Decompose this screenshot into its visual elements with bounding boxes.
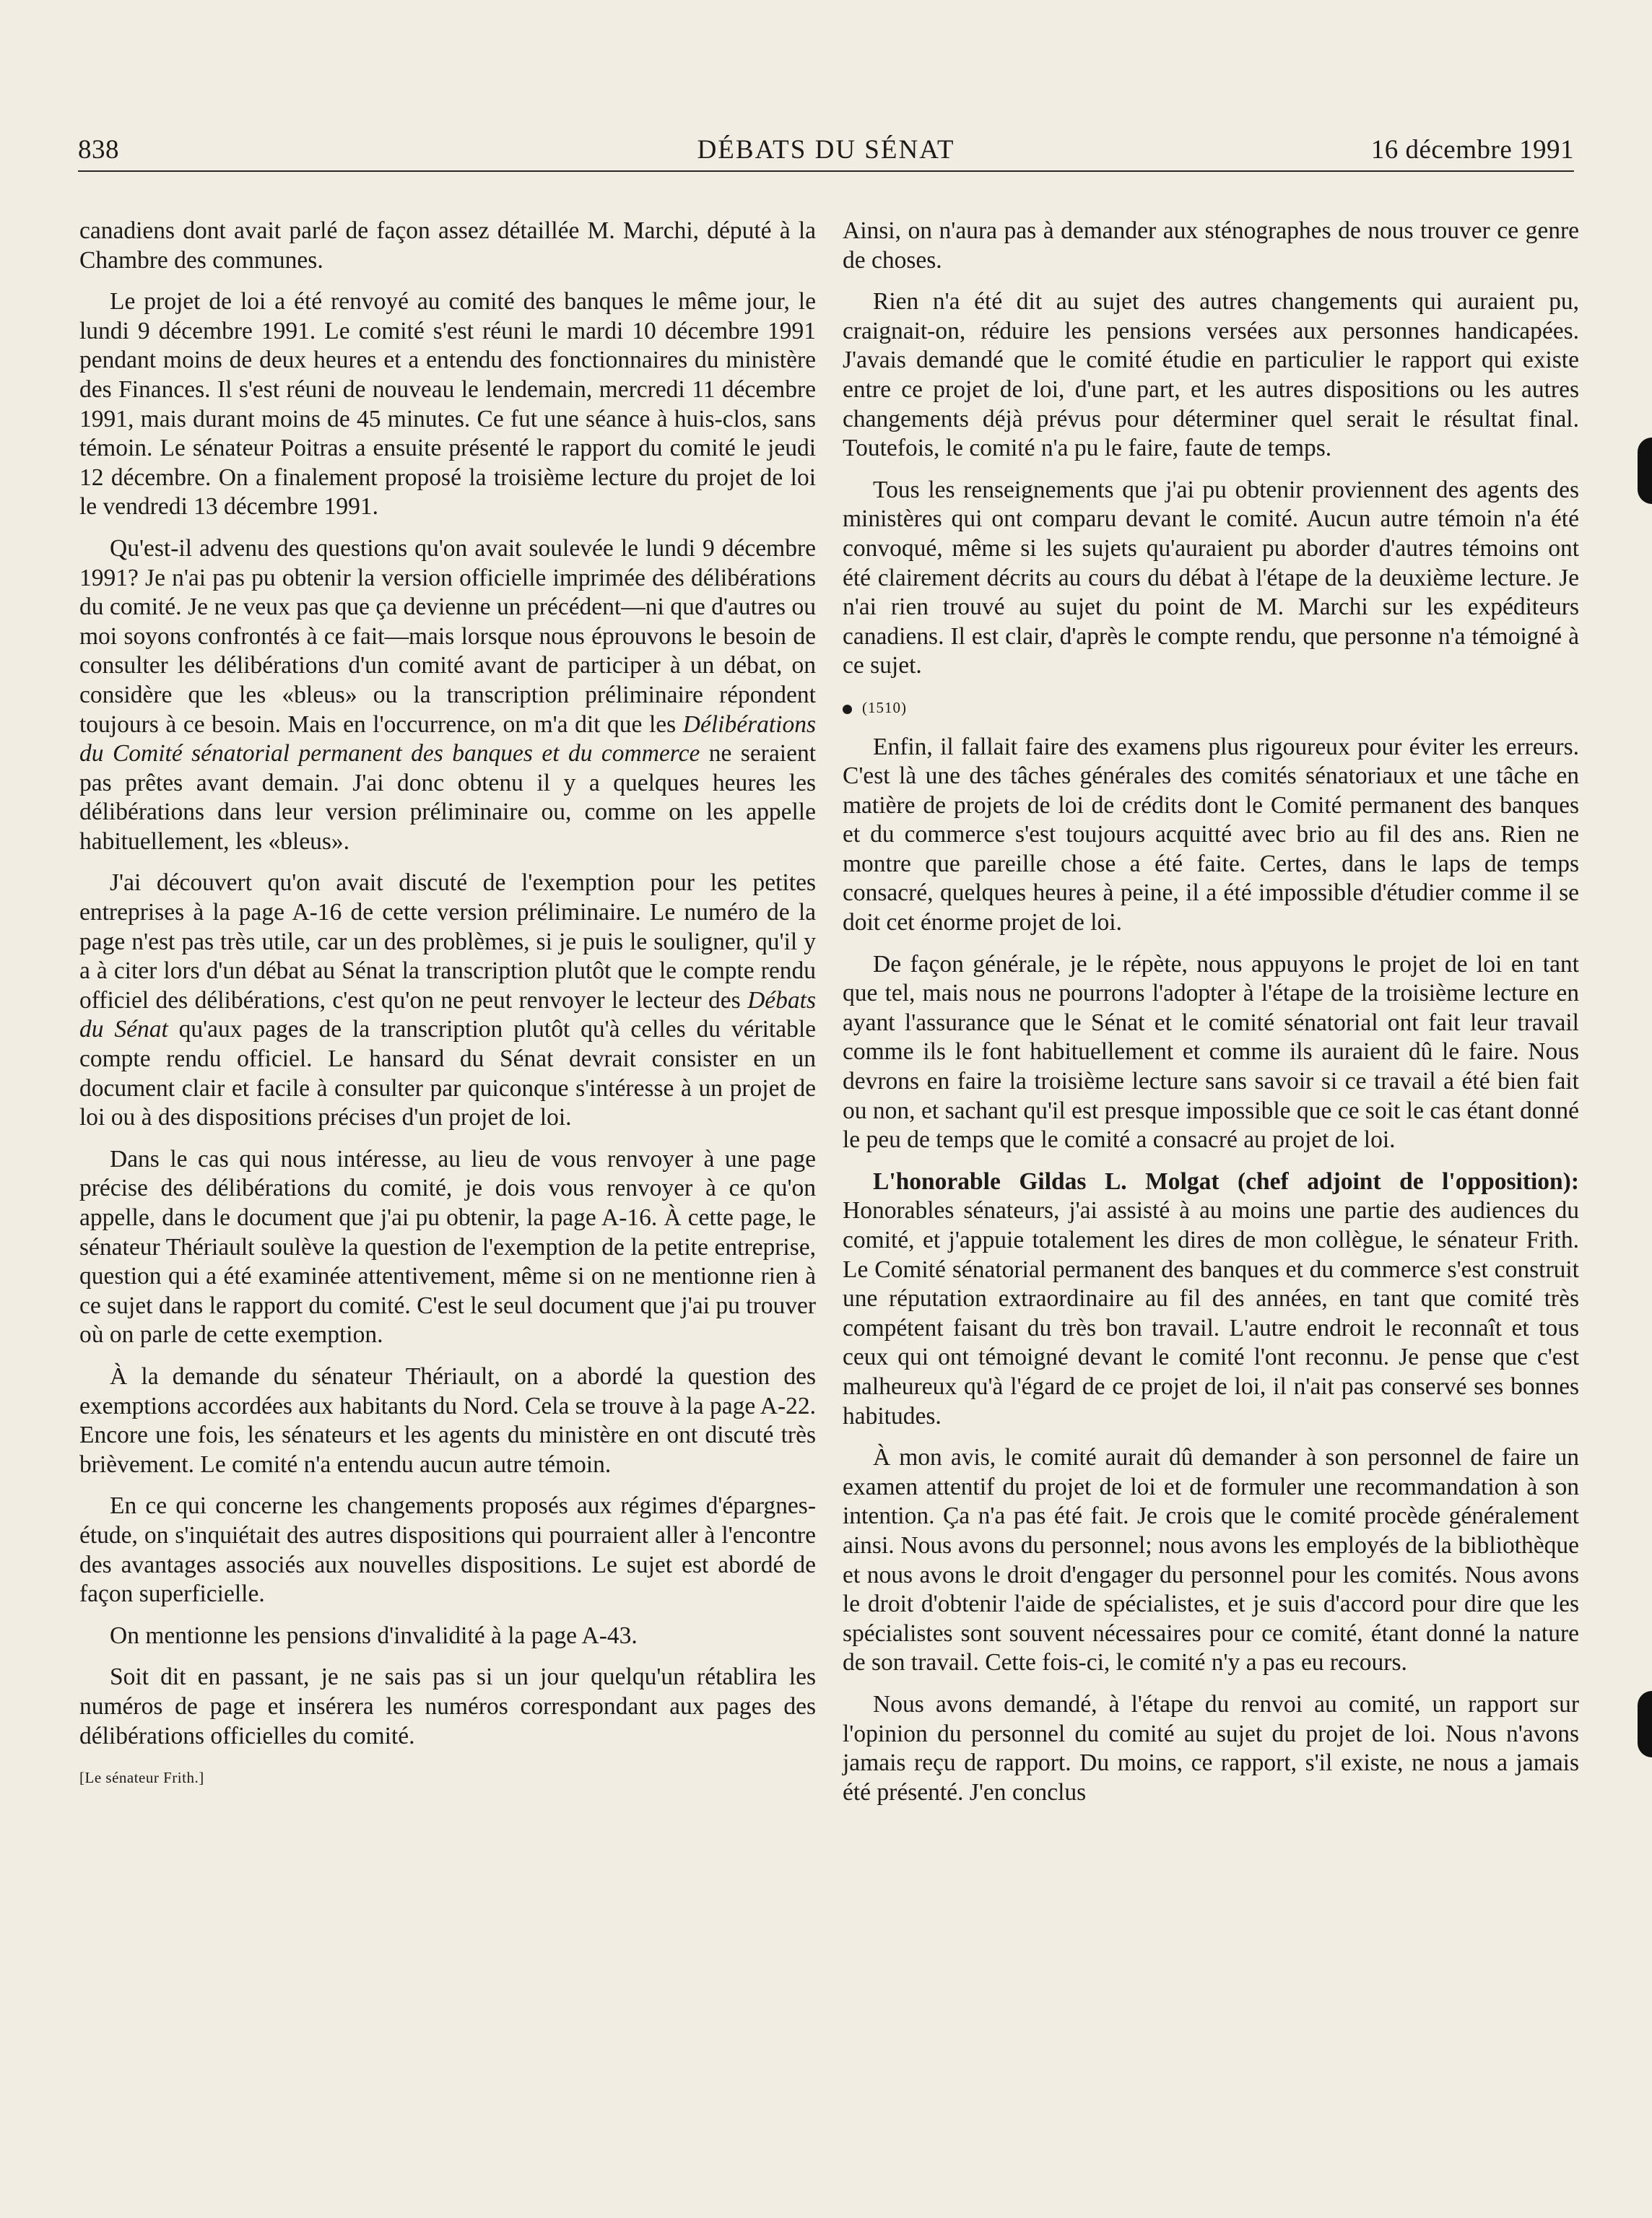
speaker-attribution: [Le sénateur Frith.]	[79, 1769, 204, 1787]
right-column	[843, 217, 1579, 1819]
time-marker	[843, 693, 1579, 723]
paragraph: En ce qui concerne les changements proposés aux régimes d'épargnes-étude, on s'inquiétait des autres dispositions qui pourraient aller à l'encontre des avantages associés aux nouvelles dispositions. Le sujet est abordé de façon superficielle.	[79, 1492, 816, 1608]
page-number: 838	[78, 135, 119, 165]
paragraph	[843, 1167, 1579, 1431]
paragraph: À la demande du sénateur Thériault, on a abordé la question des exemptions accordées aux habitants du Nord. Cela se trouve à la page A-22. Encore une fois, les sénateurs et les agents du ministère en ont discuté très brièvement. Le comité n'a entendu aucun autre témoin.	[79, 1362, 816, 1478]
italic-title: Délibérations du Comité sénatorial permanent des banques et du commerce	[79, 710, 817, 767]
left-column	[79, 217, 816, 1793]
paragraph: On mentionne les pensions d'invalidité à la page A-43.	[110, 1622, 638, 1649]
paragraph-text: Honorables sénateurs, j'ai assisté à au moins une partie des audiences du comité, et j'appuie totalement les dires de mon collègue, le sénateur Frith. Le Comité sénatorial permanent des banques et du commerce s'est construit une réputation extraordinaire au fil des années, en tant que comité très compétent faisant du très bon travail. L'autre endroit le reconnaît et tous ceux qui ont témoigné devant le comité l'ont reconnu. Je pense que c'est malheureux qu'à l'égard de ce projet de loi, il n'ait pas conservé ses bonnes habitudes.	[843, 1197, 1579, 1430]
paragraph	[79, 869, 816, 1132]
paragraph: canadiens dont avait parlé de façon assez détaillée M. Marchi, député à la Chambre des communes.	[79, 217, 816, 274]
publication-date: 16 décembre 1991	[1370, 135, 1574, 165]
binder-tab	[1638, 438, 1652, 504]
paragraph: Le projet de loi a été renvoyé au comité des banques le même jour, le lundi 9 décembre 1991. Le comité s'est réuni le mardi 10 décembre 1991 pendant moins de deux heures et a entendu des fonctionnaires du ministère des Finances. Il s'est réuni de nouveau le lendemain, mercredi 11 décembre 1991, mais durant moins de 45 minutes. Ce fut une séance à huis-clos, sans témoin. Le sénateur Poitras a ensuite présenté le rapport du comité le jeudi 12 décembre. On a finalement proposé la troisième lecture du projet de loi le vendredi 13 décembre 1991.	[79, 288, 816, 521]
paragraph-text: Qu'est-il advenu des questions qu'on avait soulevée le lundi 9 décembre 1991? Je n'ai pas pu obtenir la version officielle imprimée des délibérations du comité. Je ne veux pas que ça devienne un précédent—ni que d'autres ou moi soyons confrontés à ce fait—mais lorsque nous éprouvons le besoin de consulter les délibérations d'un comité avant de participer à un débat, on considère que les «bleus» ou la transcription préliminaire répondent toujours à ce besoin. Mais en l'occurrence, on m'a dit que les	[79, 534, 816, 738]
paragraph: Enfin, il fallait faire des examens plus rigoureux pour éviter les erreurs. C'est là une des tâches générales des comités sénatoriaux et une tâche en matière de projets de loi de crédits dont le Comité permanent des banques et du commerce s'est toujours acquitté avec brio au fil des ans. Rien ne montre que pareille chose a été faite. Certes, dans le laps de temps consacré, quelques heures à peine, il a été impossible d'étudier comme il se doit cet énorme projet de loi.	[843, 733, 1579, 936]
paragraph: Dans le cas qui nous intéresse, au lieu de vous renvoyer à une page précise des délibérations du comité, je dois vous renvoyer à ce qu'on appelle, dans le document que j'ai pu obtenir, la page A-16. À cette page, le sénateur Thériault soulève la question de l'exemption de la petite entreprise, question qui a été examinée attentivement, même si on ne mentionne rien à ce sujet dans le rapport du comité. C'est le seul document que j'ai pu trouver où on parle de cette exemption.	[79, 1145, 816, 1349]
paragraph: Rien n'a été dit au sujet des autres changements qui auraient pu, craignait-on, réduire les pensions versées aux personnes handicapées. J'avais demandé que le comité étudie en particulier le rapport qui existe entre ce projet de loi, d'une part, et les autres dispositions ou les autres changements déjà prévus pour déterminer quel serait le résultat final. Toutefois, le comité n'a pu le faire, faute de temps.	[843, 288, 1579, 462]
binder-tab	[1638, 1691, 1652, 1757]
time-marker-text: (1510)	[862, 698, 907, 716]
bullet-icon	[843, 705, 852, 714]
publication-title: DÉBATS DU SÉNAT	[697, 135, 955, 165]
paragraph: Tous les renseignements que j'ai pu obtenir proviennent des agents des ministères qui ont comparu devant le comité. Aucun autre témoin n'a été convoqué, même si les sujets qu'auraient pu aborder d'autres témoins ont été clairement décrits au cours du débat à l'étape de la deuxième lecture. Je n'ai rien trouvé au sujet du point de M. Marchi sur les expéditeurs canadiens. Il est clair, d'après le compte rendu, que personne n'a témoigné à ce sujet.	[843, 476, 1579, 679]
paragraph	[79, 534, 816, 857]
paragraph: De façon générale, je le répète, nous appuyons le projet de loi en tant que tel, mais nous ne pourrons l'adopter à l'étape de la troisième lecture en ayant l'assurance que le Sénat et le comité sénatorial ont fait leur travail comme ils le font habituellement et comme ils auraient dû le faire. Nous devrons en faire la troisième lecture sans savoir si ce travail a été bien fait ou non, et sachant qu'il est presque impossible que ce soit le cas étant donné le peu de temps que le comité a consacré au projet de loi.	[843, 950, 1579, 1154]
paragraph: Ainsi, on n'aura pas à demander aux sténographes de nous trouver ce genre de choses.	[843, 217, 1579, 274]
paragraph-text: qu'aux pages de la transcription plutôt qu'à celles du véritable compte rendu officiel. Le hansard du Sénat devrait consister en un document clair et facile à consulter par quiconque s'intéresse à un projet de loi ou à des dispositions précises d'un projet de loi.	[79, 1016, 817, 1131]
paragraph-text: J'ai découvert qu'on avait discuté de l'exemption pour les petites entreprises à la page A-16 de cette version préliminaire. Le numéro de la page n'est pas très utile, car un des problèmes, si je puis le souligner, qu'il y a à citer lors d'un débat au Sénat la transcription plutôt que le compte rendu officiel des délibérations, c'est qu'on ne peut renvoyer le lecteur des	[79, 869, 816, 1014]
paragraph-text: ne seraient pas prêtes avant demain. J'ai donc obtenu il y a quelques heures les délibérations dans leur version préliminaire ou, comme on les appelle habituellement, les «bleus».	[79, 740, 817, 855]
paragraph: Nous avons demandé, à l'étape du renvoi au comité, un rapport sur l'opinion du personnel du comité au sujet du projet de loi. Nous n'avons jamais reçu de rapport. Du moins, ce rapport, s'il existe, ne nous a jamais été présenté. J'en conclus	[843, 1690, 1579, 1806]
speaker-name: L'honorable Gildas L. Molgat (chef adjoint de l'opposition):	[873, 1167, 1579, 1195]
header-rule	[78, 170, 1574, 172]
page-header	[78, 134, 1574, 172]
italic-title: Débats du Sénat	[79, 986, 816, 1043]
paragraph: Soit dit en passant, je ne sais pas si un jour quelqu'un rétablira les numéros de page et insérera les numéros correspondant aux pages des délibérations officielles du comité.	[79, 1664, 816, 1749]
paragraph: À mon avis, le comité aurait dû demander à son personnel de faire un examen attentif du projet de loi et de formuler une recommandation à son intention. Ça n'a pas été fait. Je crois que le comité procède généralement ainsi. Nous avons du personnel; nous avons les employés de la bibliothèque et nous avons le droit d'engager du personnel pour les comités. Nous avons le droit d'obtenir l'aide de spécialistes, et je suis d'accord pour dire que les spécialistes sont souvent nécessaires pour ce comité, étant donné la nature de son travail. Cette fois-ci, le comité n'y a pas eu recours.	[843, 1444, 1579, 1676]
